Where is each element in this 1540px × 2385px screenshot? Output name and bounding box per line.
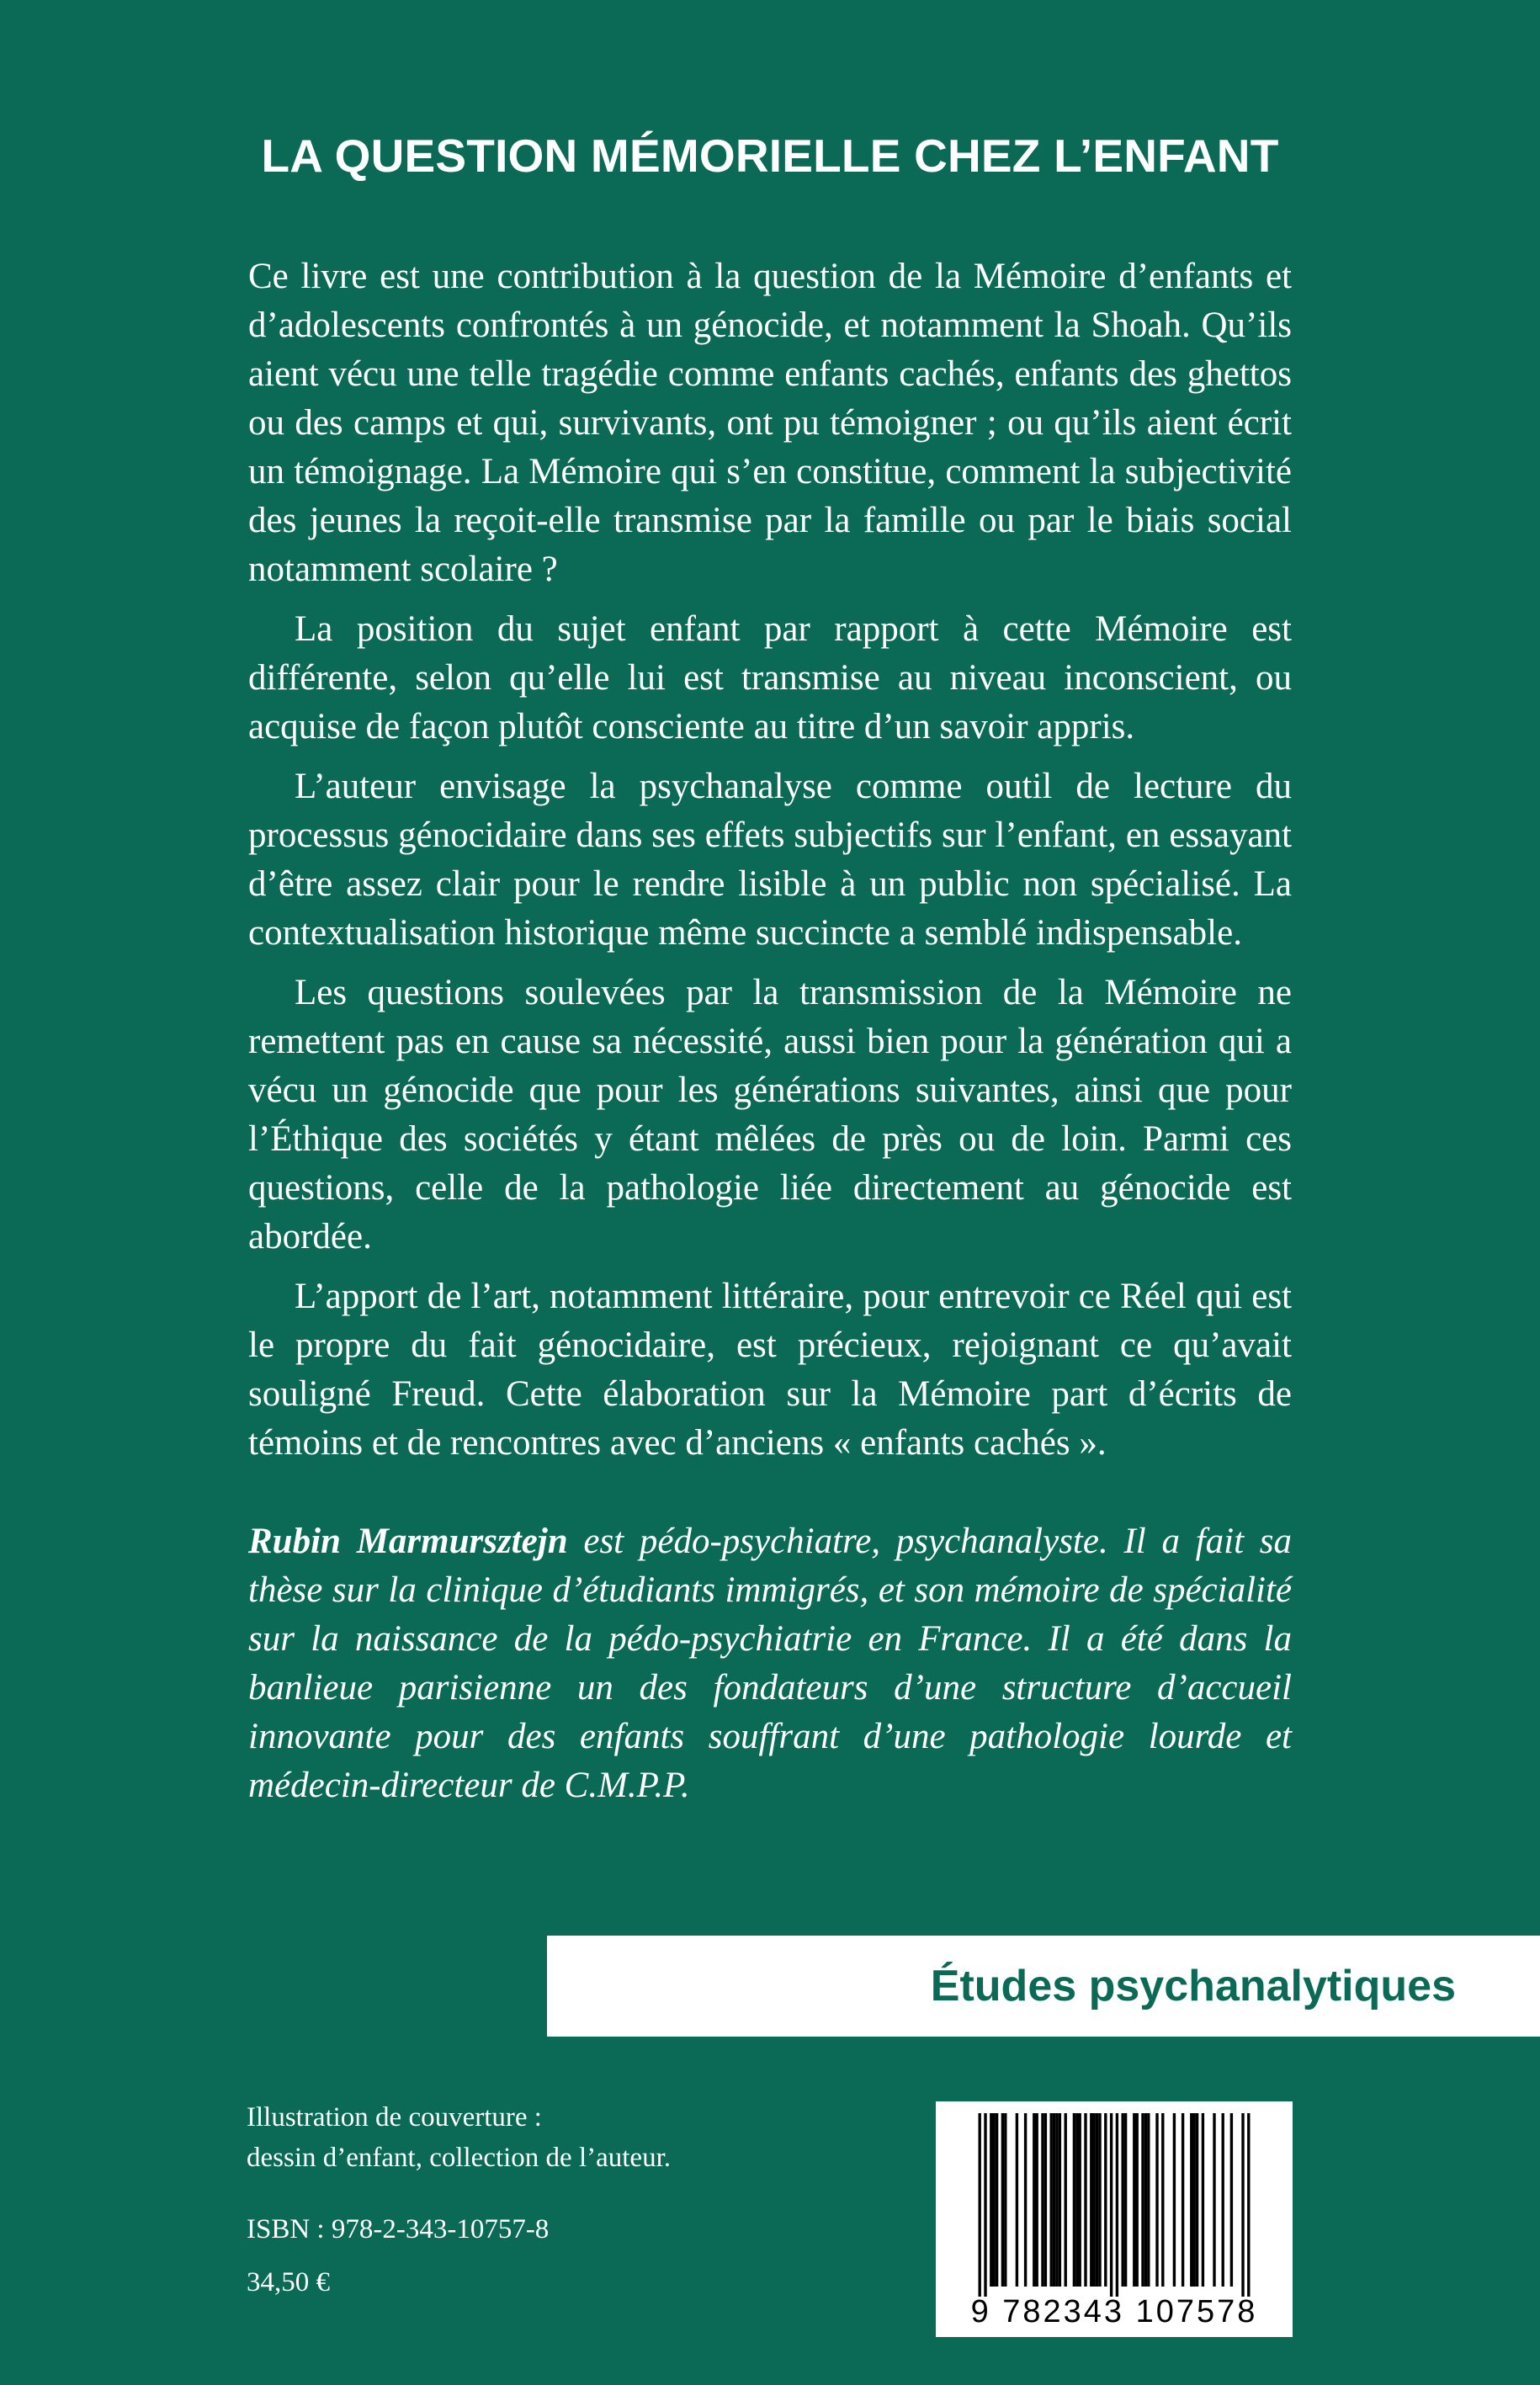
barcode-bar: [1213, 2113, 1215, 2287]
barcode-bar: [1124, 2113, 1127, 2287]
paragraph: L’apport de l’art, notamment littéraire, pour entrevoir ce Réel qui est le propre du fait génocidaire, est précieux, rejoignant ce qu’avait souligné Freud. Cette élaboration sur la Mémoire part d’écrits de témoins et de rencontres avec d’anciens « enfants cachés ».: [248, 1277, 1292, 1463]
barcode-bar: [1050, 2113, 1053, 2287]
barcode-bar: [1104, 2113, 1107, 2287]
barcode-bar: [1241, 2113, 1244, 2297]
barcode-bar: [1147, 2113, 1150, 2287]
barcode-bar: [1247, 2113, 1250, 2297]
barcode-bar: [1079, 2113, 1081, 2287]
barcode-bar: [1004, 2113, 1006, 2287]
barcode-bar: [1096, 2113, 1098, 2287]
barcode-bar: [1155, 2113, 1158, 2287]
barcode-bar: [1024, 2113, 1027, 2287]
barcode-bar: [1036, 2113, 1038, 2287]
barcode-digits: 9 782343 107578: [970, 2294, 1258, 2329]
barcode-bar: [1193, 2113, 1196, 2287]
barcode-bar: [1065, 2113, 1067, 2287]
barcode-bar: [993, 2113, 996, 2287]
barcode-bar: [1075, 2113, 1078, 2287]
barcode-bar: [1116, 2113, 1118, 2297]
series-label: Études psychanalytiques: [930, 1962, 1456, 2011]
barcode-bar: [1093, 2113, 1096, 2287]
barcode-bar: [990, 2113, 992, 2287]
barcode-bar: [1053, 2113, 1055, 2287]
barcode-bar: [1202, 2113, 1204, 2287]
barcode-bar: [979, 2113, 981, 2297]
barcode-bar: [1222, 2113, 1224, 2287]
isbn: ISBN : 978-2-343-10757-8: [247, 2214, 550, 2244]
barcode-bar: [1098, 2113, 1101, 2287]
cover-credit: [247, 2097, 671, 2178]
paragraph: L’auteur envisage la psychanalyse comme outil de lecture du processus génocidaire dans ses effets subjectifs sur l’enfant, en essayant d’être assez clair pour le rendre lisible à un public non spécialisé. La contextualisation historique même succincte a semblé indispensable.: [248, 767, 1292, 953]
barcode-bar: [1230, 2113, 1233, 2287]
barcode-bar: [1136, 2113, 1139, 2287]
barcode-bar: [1182, 2113, 1184, 2287]
description-text: [248, 252, 1292, 1479]
barcode-bar: [1196, 2113, 1198, 2287]
barcode-bar: [1133, 2113, 1135, 2287]
barcode-bar: [1041, 2113, 1043, 2287]
cover-credit-line: dessin d’enfant, collection de l’auteur.: [247, 2143, 671, 2173]
barcode-bar: [1033, 2113, 1035, 2287]
author-name: Rubin Marmursztejn: [248, 1522, 568, 1561]
barcode-bar: [1055, 2113, 1058, 2287]
series-band: [547, 1936, 1540, 2037]
barcode-bar: [984, 2113, 986, 2297]
page-title: LA QUESTION MÉMORIELLE CHEZ L’ENFANT: [261, 130, 1279, 182]
barcode: [936, 2101, 1293, 2337]
barcode-bar: [1173, 2113, 1176, 2287]
paragraph: Les questions soulevées par la transmission de la Mémoire ne remettent pas en cause sa nécessité, aussi bien pour la génération qui a vécu un génocide que pour les générations suivantes, ainsi que pour l’Éthique des sociétés y étant mêlées de près ou de loin. Parmi ces questions, celle de la pathologie liée directement au génocide est abordée.: [248, 973, 1292, 1256]
barcode-bar: [1141, 2113, 1144, 2287]
paragraph: La position du sujet enfant par rapport à cette Mémoire est différente, selon qu’elle lui est transmise au niveau inconscient, ou acquise de façon plutôt consciente au titre d’un savoir appris.: [248, 609, 1292, 746]
barcode-bar: [996, 2113, 998, 2287]
barcode-bar: [1044, 2113, 1047, 2287]
price: 34,50 €: [247, 2267, 330, 2297]
author-bio-text: est pédo-psychiatre, psychanalyste. Il a fait sa thèse sur la clinique d’étudiants immigrés, et son mémoire de spécialité sur la naissance de la pédo-psychiatrie en France. Il a été dans la banlieue parisienne un des fondateurs d’une structure d’accueil innovante pour des enfants souffrant d’une pathologie lourde et médecin-directeur de C.M.P.P.: [248, 1522, 1292, 1805]
barcode-bar: [1016, 2113, 1018, 2287]
cover-credit-line: Illustration de couverture :: [247, 2102, 542, 2133]
barcode-bar: [1059, 2113, 1061, 2287]
barcode-bar: [1161, 2113, 1164, 2287]
barcode-bar: [1001, 2113, 1004, 2287]
barcode-bar: [1122, 2113, 1124, 2287]
barcode-bar: [1084, 2113, 1086, 2287]
barcode-bar: [1090, 2113, 1092, 2287]
barcode-bar: [1073, 2113, 1075, 2287]
author-bio: [248, 1517, 1292, 1810]
paragraph: Ce livre est une contribution à la question de la Mémoire d’enfants et d’adolescents confrontés à un génocide, et notamment la Shoah. Qu’ils aient vécu une telle tragédie comme enfants cachés, enfants des ghettos ou des camps et qui, survivants, ont pu témoigner ; ou qu’ils aient écrit un témoignage. La Mémoire qui s’en constitue, comment la subjectivité des jeunes la reçoit-elle transmise par la famille ou par le biais social notamment scolaire ?: [248, 257, 1292, 589]
barcode-bar: [1190, 2113, 1192, 2287]
barcode-bar: [1110, 2113, 1113, 2297]
barcode-bar: [1144, 2113, 1147, 2287]
